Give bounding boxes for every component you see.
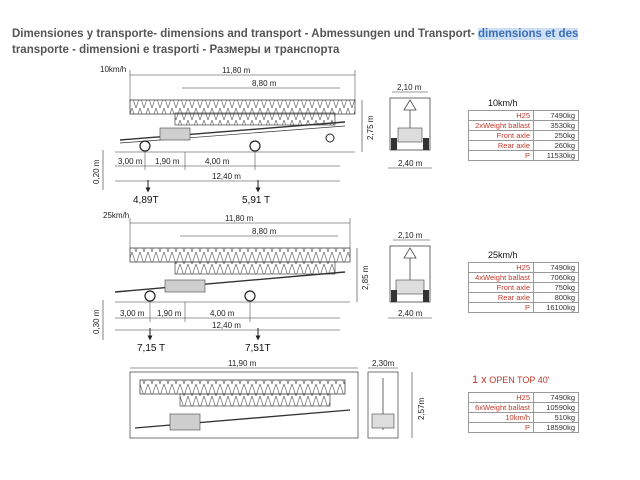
spec-key: H25 [469, 263, 534, 273]
s2-boom [130, 248, 350, 262]
section2-front-view [388, 231, 432, 318]
s1-axle-c: 4,00 m [205, 157, 230, 166]
s2-speed: 25km/h [103, 211, 130, 220]
s2-table-title: 25km/h [488, 250, 518, 260]
spec-row [469, 283, 579, 293]
spec-value: 260kg [534, 141, 579, 151]
spec-row [469, 403, 579, 413]
s1-total: 12,40 m [212, 172, 241, 181]
s2-load-rear: 7,51T [245, 343, 271, 354]
title-part1: Dimensiones y transporte- dimensions and transport - Abmessungen und Transport- [12, 28, 479, 40]
s2-spec-table [468, 262, 579, 313]
s3-width: 2,30m [372, 359, 395, 368]
spec-value: 16100kg [534, 303, 579, 313]
s1-mast [175, 113, 335, 125]
s1-ballast [160, 128, 190, 140]
spec-key: P [469, 151, 534, 161]
s3-length: 11,90 m [228, 359, 257, 368]
spec-key: P [469, 423, 534, 433]
spec-key: P [469, 303, 534, 313]
s1-axle-a: 3,00 m [118, 157, 143, 166]
section1-front-view [388, 83, 432, 168]
spec-row [469, 393, 579, 403]
s2-wheel-front [145, 291, 155, 301]
title-part2: transporte - dimensioni e trasporti - Размеры и транспорта [12, 44, 340, 56]
s2-ballast [165, 280, 205, 292]
section1-side-view [92, 65, 375, 206]
s1-load-front: 4,89T [133, 195, 159, 206]
spec-value: 7490kg [534, 393, 579, 403]
spec-key: 4xWeight ballast [469, 273, 534, 283]
spec-key: Front axle [469, 283, 534, 293]
spec-row [469, 413, 579, 423]
s2-height: 2,85 m [361, 265, 370, 290]
spec-row [469, 151, 579, 161]
spec-row [469, 263, 579, 273]
spec-key: Rear axle [469, 293, 534, 303]
spec-key: Rear axle [469, 141, 534, 151]
s2-length: 11,80 m [225, 214, 254, 223]
spec-key: Front axle [469, 131, 534, 141]
spec-value: 11530kg [534, 151, 579, 161]
spec-key: H25 [469, 393, 534, 403]
s2-total: 12,40 m [212, 321, 241, 330]
s1-spec-table [468, 110, 579, 161]
s1-speed: 10km/h [100, 65, 127, 74]
spec-row [469, 303, 579, 313]
spec-key: 6xWeight ballast [469, 403, 534, 413]
spec-key: 2xWeight ballast [469, 121, 534, 131]
spec-row [469, 141, 579, 151]
spec-value: 7490kg [534, 111, 579, 121]
s2-clearance: 0,30 m [92, 309, 101, 334]
spec-row [469, 423, 579, 433]
s2-axle-a: 3,00 m [120, 309, 145, 318]
s2-mid: 8,80 m [252, 227, 277, 236]
title-highlight: dimensions et des [478, 28, 579, 40]
s1-load-rear: 5,91 T [242, 195, 271, 206]
spec-value: 7060kg [534, 273, 579, 283]
s1-wheel-front [140, 141, 150, 151]
spec-value: 750kg [534, 283, 579, 293]
spec-value: 7490kg [534, 263, 579, 273]
s2-axle-c: 4,00 m [210, 309, 235, 318]
s1-height: 2,75 m [366, 115, 375, 140]
spec-value: 18590kg [534, 423, 579, 433]
spec-key: H25 [469, 111, 534, 121]
s1-table-title: 10km/h [488, 98, 518, 108]
s1-width-bottom: 2,40 m [398, 159, 423, 168]
spec-value: 800kg [534, 293, 579, 303]
s1-width-top: 2,10 m [397, 83, 422, 92]
s1-boom [130, 100, 355, 114]
spec-row [469, 121, 579, 131]
s2-load-front: 7,15 T [137, 343, 166, 354]
s3-container-type: OPEN TOP 40' [489, 375, 550, 385]
s1-clearance: 0,20 m [92, 159, 101, 184]
s2-axle-b: 1,90 m [157, 309, 182, 318]
s3-container-label [472, 374, 549, 386]
spec-row [469, 111, 579, 121]
s2-mast [175, 262, 335, 274]
spec-key: 10km/h [469, 413, 534, 423]
s1-mid: 8,80 m [252, 79, 277, 88]
s1-wheel-rear [250, 141, 260, 151]
section2-side-view [92, 211, 370, 354]
s2-wheel-rear [245, 291, 255, 301]
s3-count: 1 x [472, 374, 487, 386]
s2-width-bottom: 2,40 m [398, 309, 423, 318]
spec-value: 510kg [534, 413, 579, 423]
spec-row [469, 273, 579, 283]
s3-height: 2,57m [417, 397, 426, 420]
s2-width-top: 2,10 m [398, 231, 423, 240]
spec-value: 3530kg [534, 121, 579, 131]
spec-value: 10590kg [534, 403, 579, 413]
spec-value: 250kg [534, 131, 579, 141]
s1-axle-b: 1,90 m [155, 157, 180, 166]
s1-length: 11,80 m [222, 66, 251, 75]
spec-row [469, 131, 579, 141]
section3-container-view [130, 359, 426, 438]
s3-spec-table [468, 392, 579, 433]
spec-row [469, 293, 579, 303]
